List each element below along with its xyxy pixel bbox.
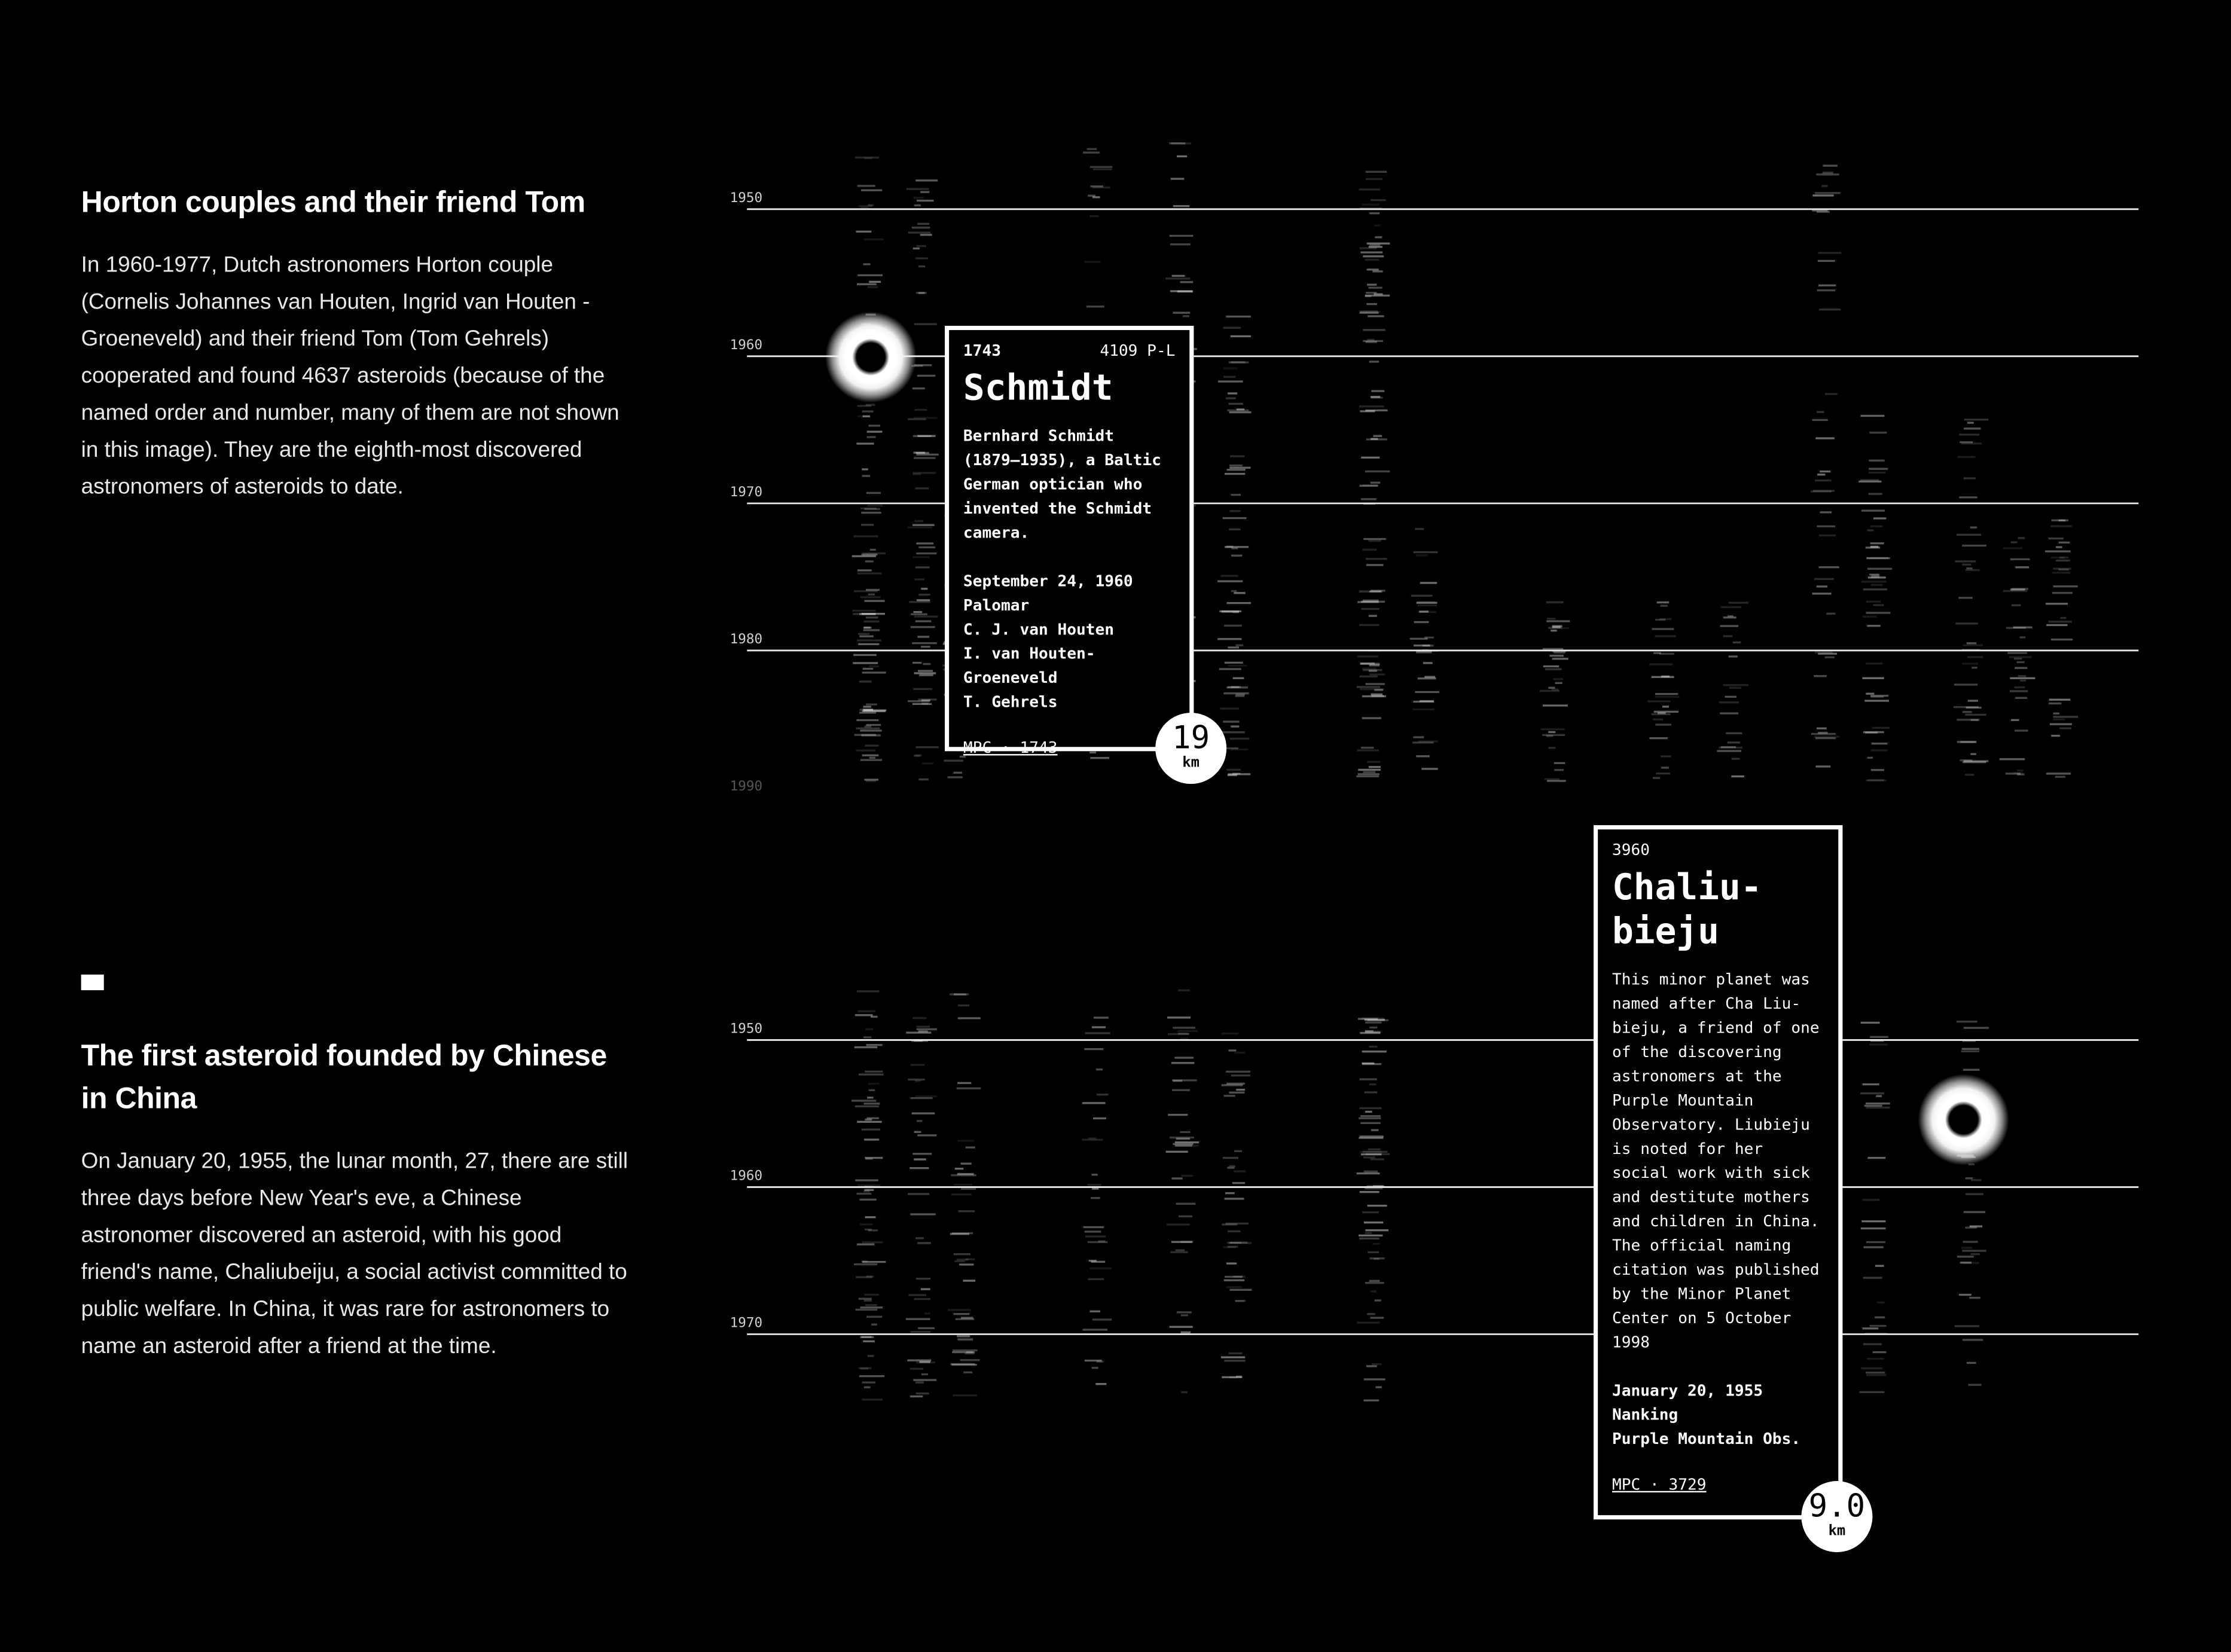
asteroid-name-line: bieju bbox=[1612, 910, 1720, 952]
size-badge bbox=[1801, 1481, 1872, 1552]
size-badge bbox=[1155, 713, 1226, 784]
discoverer: C. J. van Houten bbox=[963, 620, 1115, 639]
asteroid-description: This minor planet was named after Cha Liu-bieju, a friend of one of the discovering astronomers at the Purple Mountain Observatory. Liubieju is noted for her social work with sick and destitute mothers and children in China. The official naming citation was published by the Minor Planet Center on 5 October 1998 bbox=[1612, 970, 1820, 1352]
timeline-panel-1 bbox=[730, 57, 2139, 796]
discovery-site: Palomar bbox=[963, 596, 1030, 615]
asteroid-number: 3960 bbox=[1612, 841, 1650, 860]
story-section-horton bbox=[81, 182, 636, 507]
discoverer: T. Gehrels bbox=[963, 692, 1058, 712]
discovery-site: Nanking bbox=[1612, 1405, 1678, 1424]
section-body: On January 20, 1955, the lunar month, 27, there are still three days before New Year's eve, a Chinese astronomer discovered an asteroid, with his good friend's name, Chaliubeiju, a social activist committed to public welfare. In China, it was rare for astronomers to name an asteroid after a friend at the time. bbox=[81, 1149, 628, 1359]
year-label: 1990 bbox=[730, 778, 763, 795]
asteroid-description: Bernhard Schmidt (1879–1935), a Baltic German optician who invented the Schmidt camera. bbox=[963, 426, 1161, 542]
discovery-info bbox=[1612, 1379, 1824, 1451]
asteroid-name bbox=[1612, 865, 1824, 954]
timeline-chart-2 bbox=[730, 889, 2139, 1415]
asteroid-designation: 4109 P-L bbox=[1100, 341, 1176, 361]
size-value: 19 bbox=[1172, 721, 1210, 757]
year-label: 1970 bbox=[730, 1315, 763, 1331]
year-label: 1950 bbox=[730, 1021, 763, 1037]
discovery-date: September 24, 1960 bbox=[963, 572, 1133, 591]
asteroid-card-schmidt bbox=[945, 326, 1194, 757]
discovery-info bbox=[963, 569, 1176, 714]
card-header bbox=[963, 341, 1176, 360]
section-marker-icon bbox=[81, 975, 104, 990]
year-label: 1960 bbox=[730, 337, 763, 353]
discovery-observatory: Purple Mountain Obs. bbox=[1612, 1430, 1801, 1449]
year-label: 1980 bbox=[730, 631, 763, 648]
asteroid-number: 1743 bbox=[963, 341, 1001, 361]
asteroid-name: Schmidt bbox=[963, 367, 1113, 408]
discoverer: I. van Houten-Groeneveld bbox=[963, 644, 1095, 688]
year-label: 1970 bbox=[730, 484, 763, 500]
mpc-link[interactable]: MPC · 1743 bbox=[963, 738, 1058, 757]
year-label: 1960 bbox=[730, 1168, 763, 1184]
story-section-chinese bbox=[81, 1036, 636, 1366]
asteroid-card-chaliubieju bbox=[1594, 825, 1842, 1519]
section-body: In 1960-1977, Dutch astronomers Horton couple (Cornelis Johannes van Houten, Ingrid van Houten - Groeneveld) and their friend Tom (Tom Gehrels) cooperated and found 4637 asteroids (because of the named order and number, many of them are not shown in this image). They are the eighth-most discovered astronomers of asteroids to date. bbox=[81, 253, 619, 500]
asteroid-name-line: Chaliu- bbox=[1612, 866, 1762, 908]
card-header bbox=[1612, 841, 1824, 859]
size-value: 9.0 bbox=[1808, 1489, 1866, 1525]
year-label: 1950 bbox=[730, 190, 763, 206]
discovery-date: January 20, 1955 bbox=[1612, 1381, 1763, 1400]
asteroid-glow-icon[interactable] bbox=[1918, 1074, 2009, 1165]
mpc-link[interactable]: MPC · 3729 bbox=[1612, 1475, 1707, 1494]
asteroid-glow-icon[interactable] bbox=[825, 312, 916, 402]
section-title: The first asteroid founded by Chinese in China bbox=[81, 1040, 607, 1116]
size-unit: km bbox=[1182, 755, 1200, 771]
timeline-panel-2 bbox=[730, 889, 2139, 1415]
section-title: Horton couples and their friend Tom bbox=[81, 186, 585, 219]
timeline-chart-1 bbox=[730, 57, 2139, 796]
size-unit: km bbox=[1828, 1523, 1846, 1540]
